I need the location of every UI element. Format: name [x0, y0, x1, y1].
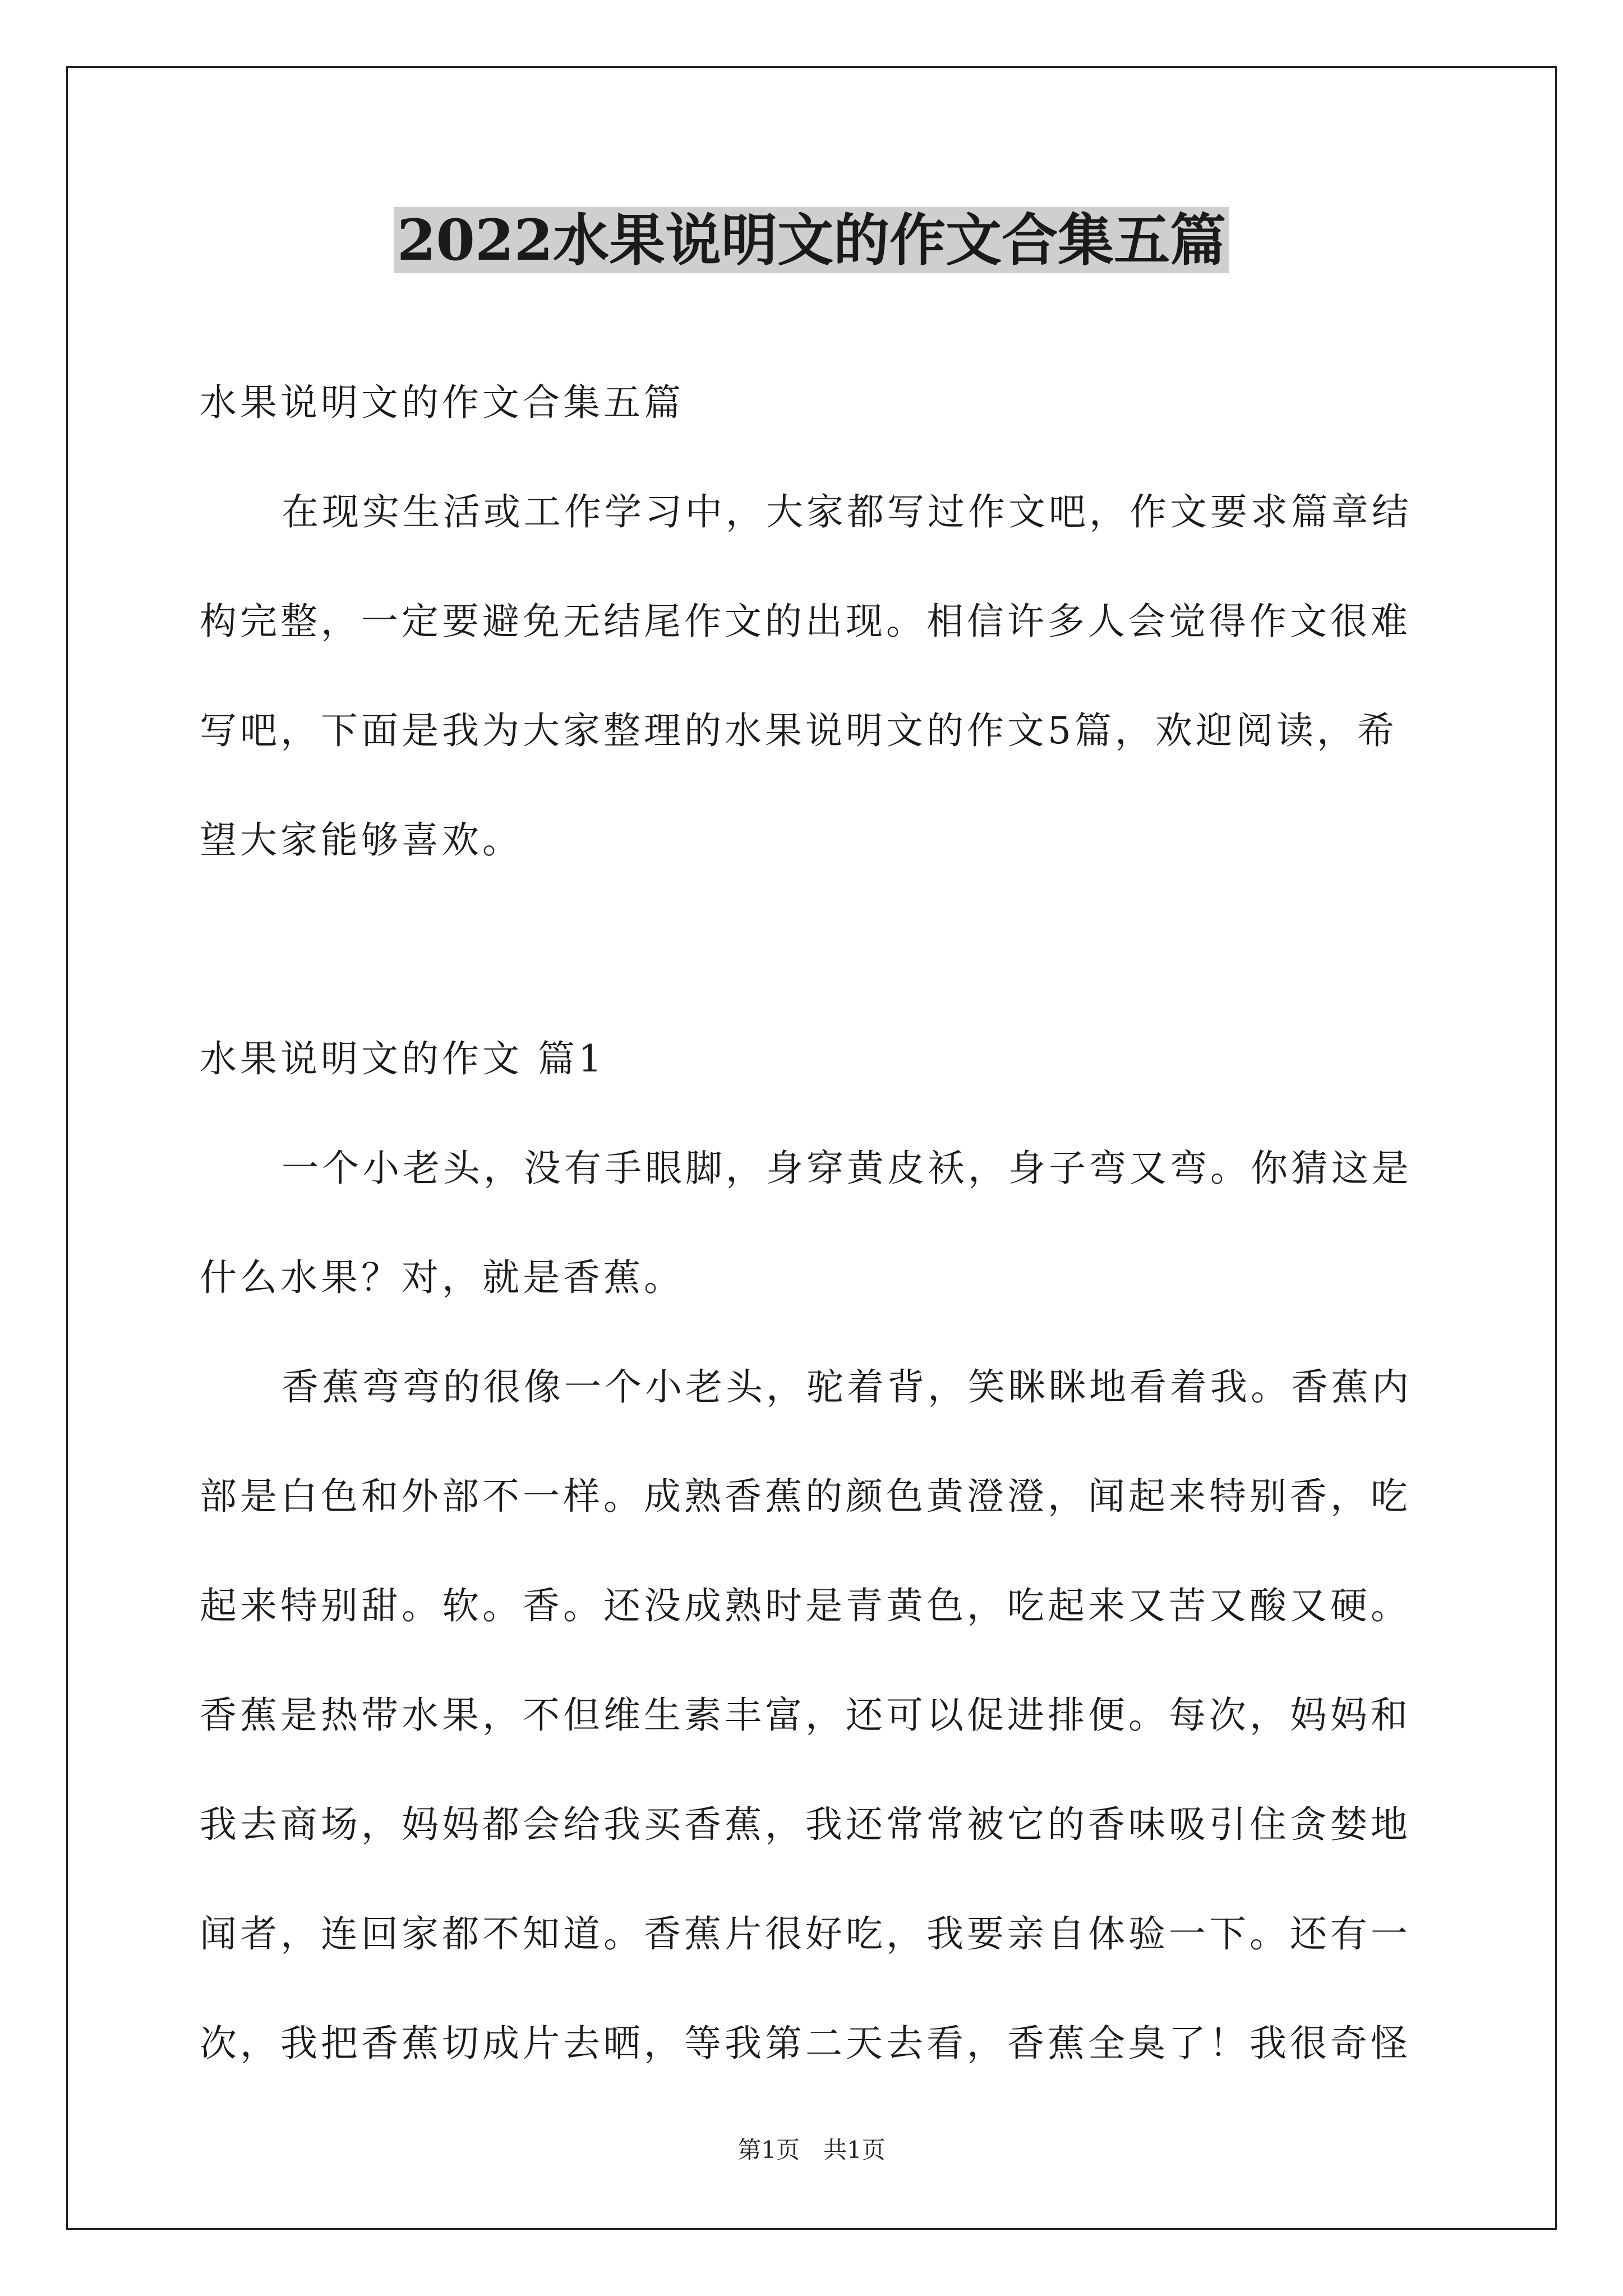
paragraph-gap — [200, 895, 1433, 1004]
paragraph-line: 我去商场，妈妈都会给我买香蕉，我还常常被它的香味吸引住贪婪地 — [200, 1803, 1411, 1846]
page-footer: 第1页 共1页 — [737, 2136, 886, 2164]
paragraph-line: 次，我把香蕉切成片去晒，等我第二天去看，香蕉全臭了！我很奇怪 — [200, 2022, 1411, 2065]
section-heading: 水果说明文的作文 篇1 — [200, 1037, 605, 1080]
document-subtitle: 水果说明文的作文合集五篇 — [200, 381, 684, 424]
paragraph-line: 一个小老头，没有手眼脚，身穿黄皮袄，身子弯又弯。你猜这是 — [282, 1147, 1412, 1190]
paragraph-line: 香蕉是热带水果，不但维生素丰富，还可以促进排便。每次，妈妈和 — [200, 1694, 1411, 1737]
document-title-text: 2022水果说明文的作文合集五篇 — [394, 207, 1229, 273]
intro-line: 构完整，一定要避免无结尾作文的出现。相信许多人会觉得作文很难 — [200, 600, 1411, 643]
paragraph-line: 部是白色和外部不一样。成熟香蕉的颜色黄澄澄，闻起来特别香，吃 — [200, 1475, 1411, 1518]
intro-line: 在现实生活或工作学习中，大家都写过作文吧，作文要求篇章结 — [282, 490, 1412, 533]
paragraph-line: 香蕉弯弯的很像一个小老头，驼着背，笑眯眯地看着我。香蕉内 — [282, 1365, 1412, 1409]
intro-line: 望大家能够喜欢。 — [200, 818, 523, 862]
paragraph-line: 闻者，连回家都不知道。香蕉片很好吃，我要亲自体验一下。还有一 — [200, 1912, 1411, 1955]
intro-line: 写吧，下面是我为大家整理的水果说明文的作文5篇，欢迎阅读，希 — [200, 709, 1398, 752]
paragraph-line: 起来特别甜。软。香。还没成熟时是青黄色，吃起来又苦又酸又硬。 — [200, 1584, 1411, 1627]
paragraph-line: 什么水果？对，就是香蕉。 — [200, 1256, 684, 1299]
document-title — [0, 201, 1623, 279]
document-body — [200, 348, 1433, 2098]
